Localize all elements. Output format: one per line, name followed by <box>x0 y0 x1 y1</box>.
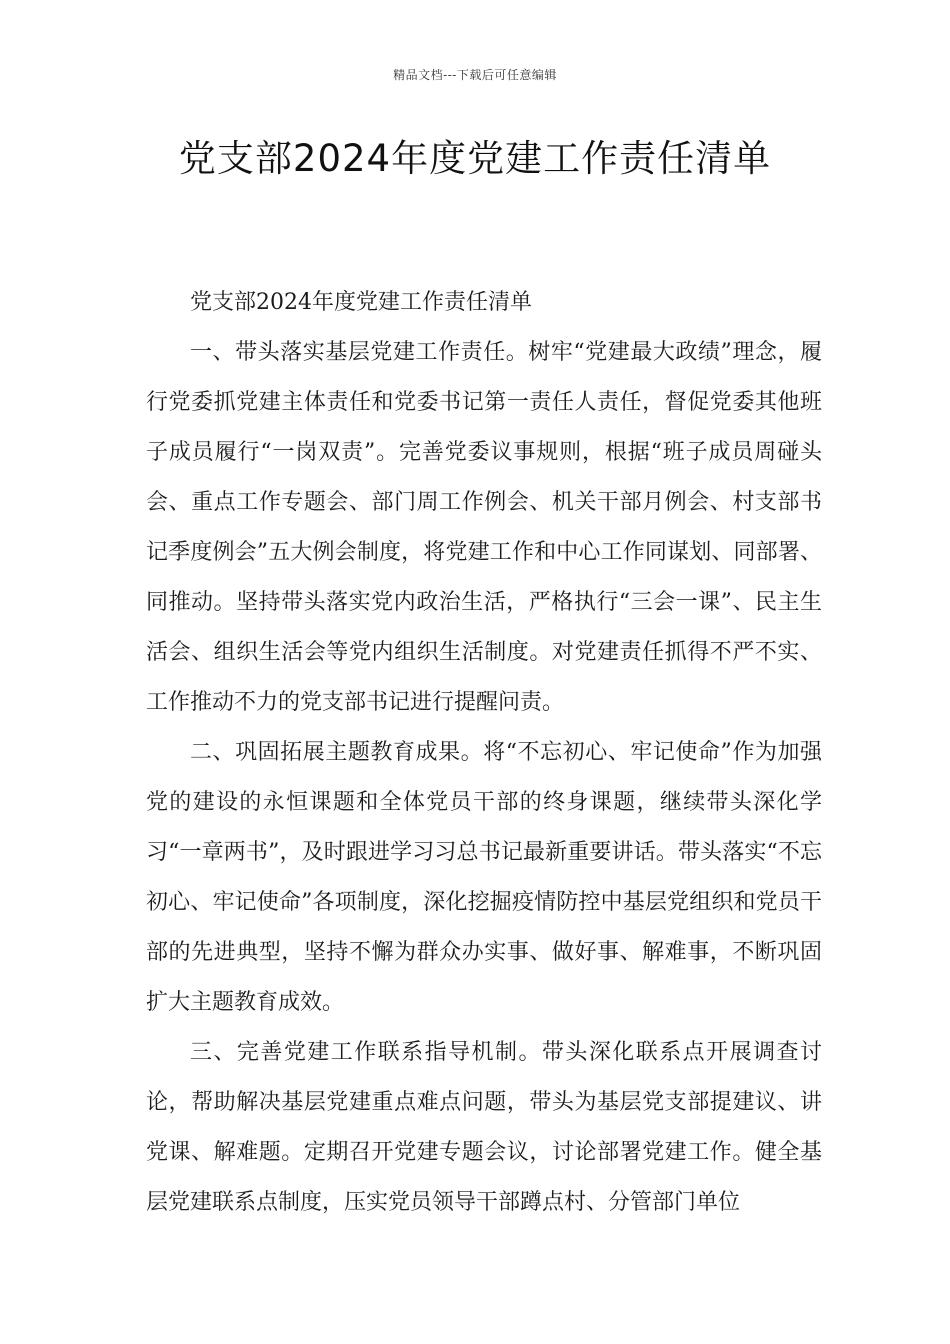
paragraph-1: 一、带头落实基层党建工作责任。树牢“党建最大政绩”理念，履行党委抓党建主体责任和党委书记第一责任人责任，督促党委其他班子成员履行“一岗双责”。完善党委议事规则，根据“班子成员周碰头会、重点工作专题会、部门周工作例会、机关干部月例会、村支部书记季度例会”五大例会制度，将党建工作和中心工作同谋划、同部署、同推动。坚持带头落实党内政治生活，严格执行“三会一课”、民主生活会、组织生活会等党内组织生活制度。对党建责任抓得不严不实、工作推动不力的党支部书记进行提醒问责。 <box>146 340 822 715</box>
document-title: 党支部2024年度党建工作责任清单 <box>178 137 772 180</box>
header-note: 精品文档---下载后可任意编辑 <box>393 68 557 82</box>
document-subtitle: 党支部2024年度党建工作责任清单 <box>190 290 532 315</box>
paragraph-2: 二、巩固拓展主题教育成果。将“不忘初心、牢记使命”作为加强党的建设的永恒课题和全体党员干部的终身课题，继续带头深化学习“一章两书”，及时跟进学习习总书记最新重要讲话。带头落实“不忘初心、牢记使命”各项制度，深化挖掘疫情防控中基层党组织和党员干部的先进典型，坚持不懈为群众办实事、做好事、解难事，不断巩固扩大主题教育成效。 <box>146 740 822 1015</box>
document-body <box>146 278 822 1228</box>
paragraph-3: 三、完善党建工作联系指导机制。带头深化联系点开展调查讨论，帮助解决基层党建重点难点问题，带头为基层党支部提建议、讲党课、解难题。定期召开党建专题会议，讨论部署党建工作。健全基层党建联系点制度，压实党员领导干部蹲点村、分管部门单位 <box>146 1040 822 1215</box>
